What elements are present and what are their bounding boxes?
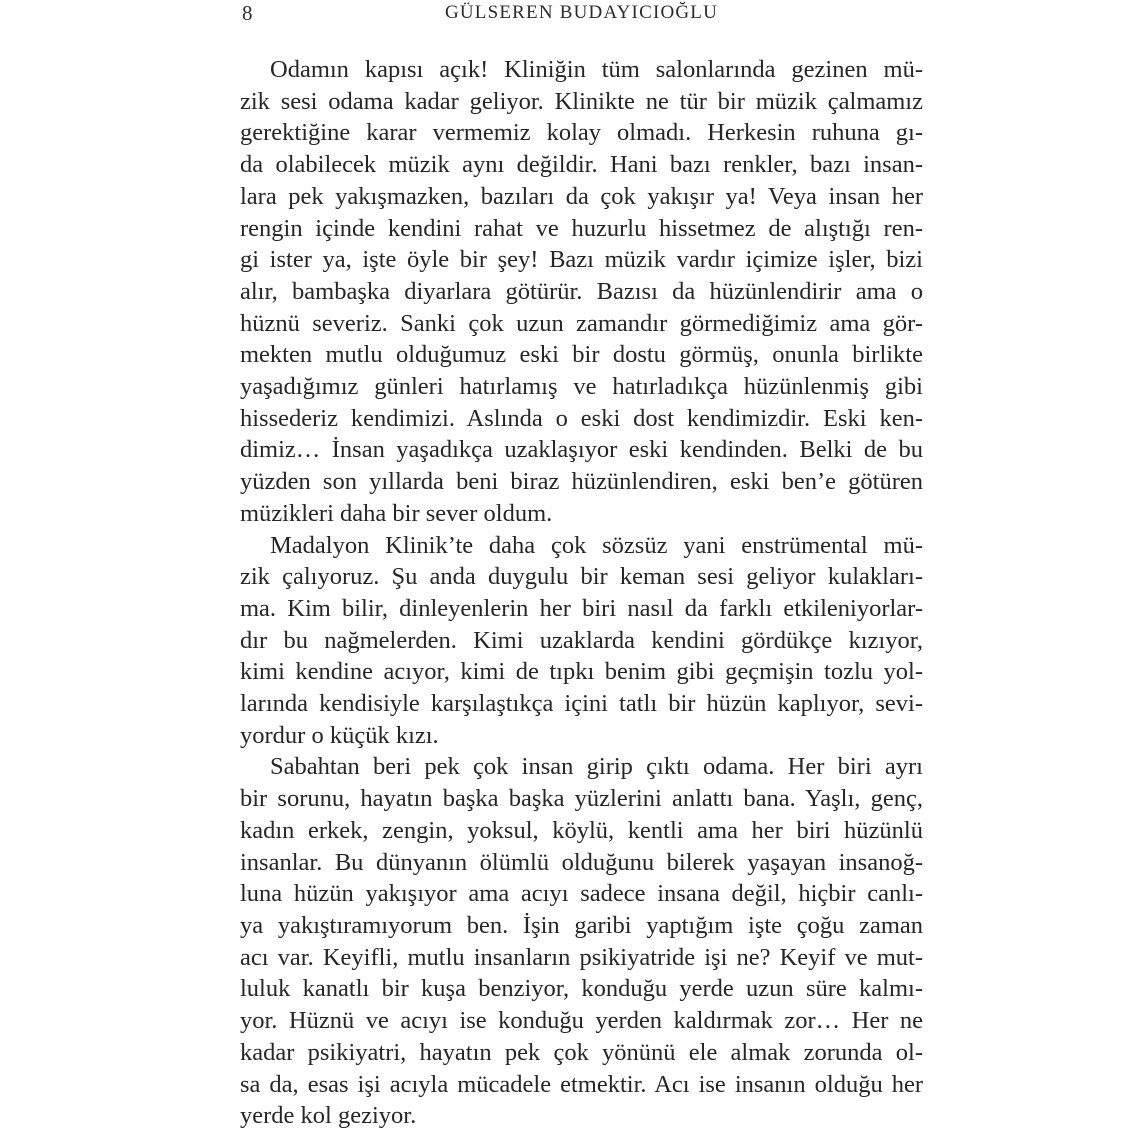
text-line: müzikleri daha bir sever oldum. (240, 499, 553, 527)
text-line: Sabahtan beri pek çok insan girip çıktı odama. Her biri ayrı (270, 753, 923, 781)
text-line: hissederiz kendimizi. Aslında o eski dost kendimizdir. Eski ken- (240, 404, 923, 432)
page-header (240, 1, 923, 25)
text-line: ma. Kim bilir, dinleyenlerin her biri nasıl da farklı etkileniyorlar- (240, 594, 923, 622)
text-line: gerektiğine karar vermemiz kolay olmadı. Herkesin ruhuna gı- (240, 119, 923, 147)
text-line: sa da, esas işi acıyla mücadele etmektir. Acı ise insanın olduğu her (240, 1070, 923, 1098)
text-line: lara pek yakışmazken, bazıları da çok yakışır ya! Veya insan her (240, 182, 923, 210)
text-line: hüznü severiz. Sanki çok uzun zamandır görmediğimiz ama gör- (240, 309, 923, 337)
text-line: zik çalıyoruz. Şu anda duygulu bir keman sesi geliyor kulakları- (240, 563, 923, 591)
text-line: zik sesi odama kadar geliyor. Klinikte ne tür bir müzik çalmamız (240, 87, 923, 115)
text-line: yor. Hüznü ve acıyı ise konduğu yerden kaldırmak zor… Her ne (240, 1007, 923, 1035)
running-header: GÜLSEREN BUDAYICIOĞLU (444, 2, 719, 23)
paragraph (240, 530, 923, 752)
page-number: 8 (242, 1, 253, 25)
text-line: alır, bambaşka diyarlara götürür. Bazısı da hüzünlendirir ama o (240, 277, 923, 305)
text-line: larında kendisiyle karşılaştıkça içini tatlı bir hüzün kaplıyor, sevi- (240, 690, 923, 718)
text-line: dır bu nağmelerden. Kimi uzaklarda kendini gördükçe kızıyor, (240, 626, 923, 654)
text-line: luna hüzün yakışıyor ama acıyı sadece insana değil, hiçbir canlı- (240, 880, 923, 908)
text-line: acı var. Keyifli, mutlu insanların psikiyatride işi ne? Keyif ve mut- (240, 943, 923, 971)
text-line: mekten mutlu olduğumuz eski bir dostu görmüş, onunla birlikte (240, 341, 923, 369)
text-line: kadın erkek, zengin, yoksul, köylü, kentli ama her biri hüzünlü (240, 816, 923, 844)
text-line: yaşadığımız günleri hatırlamış ve hatırladıkça hüzünlenmiş gibi (240, 373, 923, 401)
text-line: ya yakıştıramıyorum ben. İşin garibi yaptığım işte çoğu zaman (240, 911, 923, 939)
text-line: dimiz… İnsan yaşadıkça uzaklaşıyor eski kendinden. Belki de bu (240, 436, 923, 464)
text-line: insanlar. Bu dünyanın ölümlü olduğunu bilerek yaşayan insanoğ- (240, 848, 923, 876)
text-line: yerde kol geziyor. (240, 1102, 417, 1130)
text-line: kimi kendine acıyor, kimi de tıpkı benim gibi geçmişin tozlu yol- (240, 658, 923, 686)
text-line: kadar psikiyatri, hayatın pek çok yönünü ele almak zorunda ol- (240, 1038, 923, 1066)
text-line: bir sorunu, hayatın başka başka yüzlerini anlattı bana. Yaşlı, genç, (240, 785, 923, 813)
text-line: yüzden son yıllarda beni biraz hüzünlendiren, eski ben’e götüren (240, 468, 923, 496)
paragraph (240, 751, 923, 1131)
text-line: luluk kanatlı bir kuşa benziyor, konduğu yerde uzun süre kalmı- (240, 975, 923, 1003)
text-line: Odamın kapısı açık! Kliniğin tüm salonlarında gezinen mü- (270, 56, 923, 83)
text-line: Madalyon Klinik’te daha çok sözsüz yani enstrümental mü- (270, 531, 923, 559)
paragraph (240, 54, 923, 530)
text-line: rengin içinde kendini rahat ve huzurlu hissetmez de alıştığı ren- (240, 214, 923, 242)
text-line: gi ister ya, işte öyle bir şey! Bazı müzik vardır içimize işler, bizi (240, 246, 923, 274)
text-line: yordur o küçük kızı. (240, 721, 439, 749)
text-line: da olabilecek müzik aynı değildir. Hani bazı renkler, bazı insan- (240, 151, 923, 179)
body-text (240, 54, 923, 1132)
